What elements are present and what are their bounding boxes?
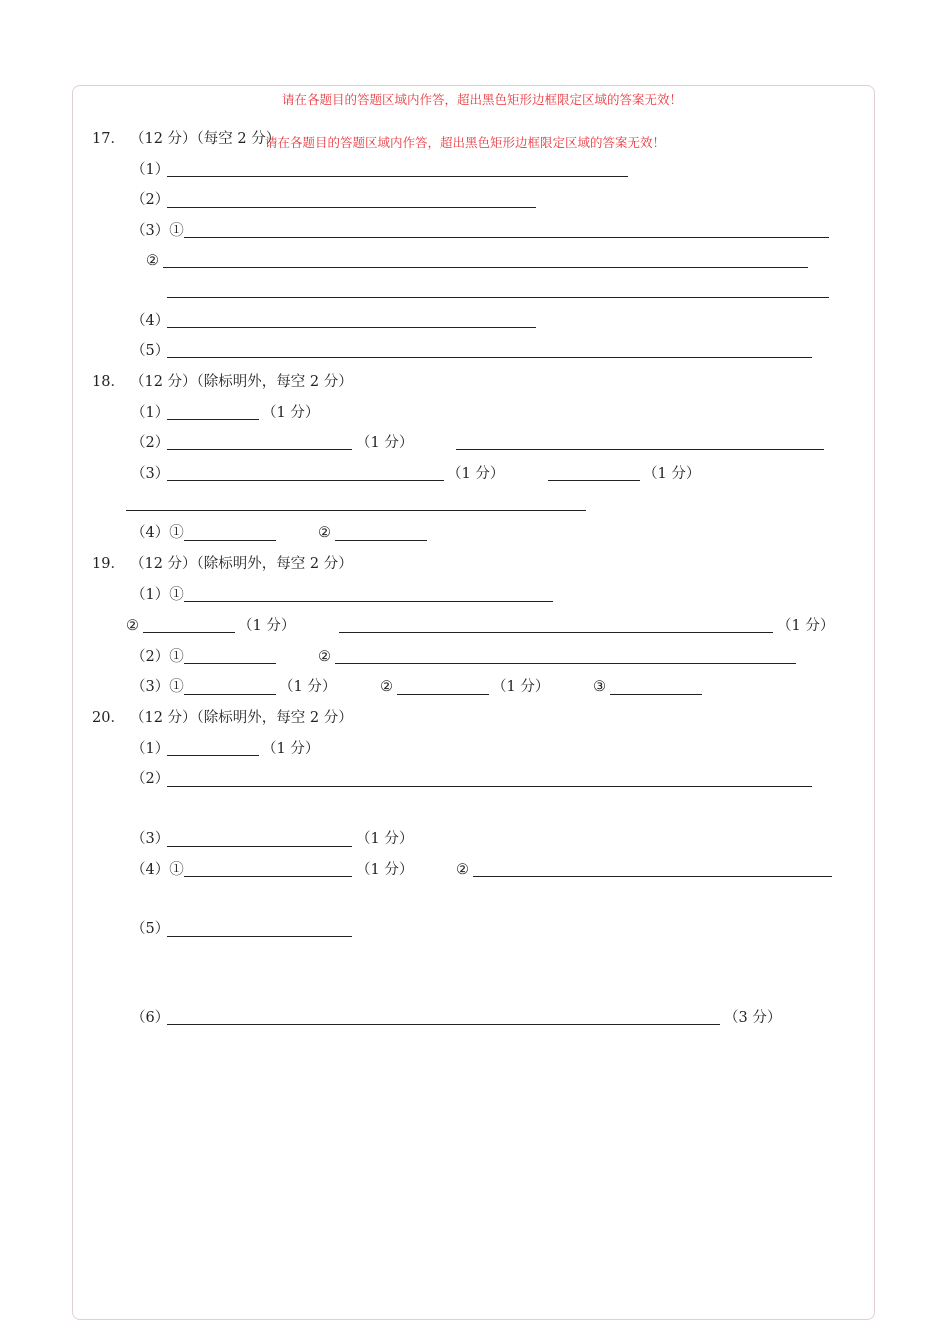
q18-part3-blank-3[interactable] (126, 510, 586, 511)
q20-part2-blank[interactable] (167, 786, 812, 787)
q18-part1-score: （1 分） (262, 405, 320, 421)
q20-part6-score: （3 分） (724, 1010, 782, 1026)
q20-part6-blank[interactable] (167, 1024, 720, 1025)
q17-header: （12 分）（每空 2 分） (130, 131, 281, 147)
q17-number: 17． (92, 131, 125, 147)
q18-part3-label: （3） (131, 466, 170, 482)
q19-part3-blank-2[interactable] (397, 694, 489, 695)
q18-part2-blank-1[interactable] (167, 449, 352, 450)
q19-part1-sub2-score: （1 分） (238, 618, 296, 634)
q19-part3-sub2-label: ② (380, 679, 393, 695)
q20-part5-blank[interactable] (167, 936, 352, 937)
q17-part5-blank[interactable] (167, 357, 812, 358)
q18-header: （12 分）（除标明外，每空 2 分） (130, 374, 353, 390)
q19-part1-blank-1[interactable] (184, 601, 553, 602)
q18-part3-score-1: （1 分） (447, 466, 505, 482)
q20-part1-blank[interactable] (167, 755, 259, 756)
q17-part1-blank[interactable] (167, 176, 628, 177)
q19-part3-blank-1[interactable] (184, 694, 276, 695)
q18-part2-blank-2[interactable] (456, 449, 824, 450)
q19-part3-score-2: （1 分） (492, 679, 550, 695)
q18-part3-blank-2[interactable] (548, 480, 640, 481)
q17-part4-blank[interactable] (167, 327, 536, 328)
q20-number: 20． (92, 710, 125, 726)
q18-part1-blank[interactable] (167, 419, 259, 420)
q19-number: 19． (92, 556, 125, 572)
q18-part4-label: （4）① (131, 525, 184, 541)
q17-part3-label: （3）① (131, 223, 184, 239)
q19-part1-label: （1）① (131, 587, 184, 603)
q20-part6-label: （6） (131, 1010, 170, 1026)
q18-part2-score: （1 分） (356, 435, 414, 451)
q17-part3-blank-2[interactable] (163, 267, 808, 268)
q19-part1-blank-2[interactable] (143, 632, 235, 633)
q20-part3-score: （1 分） (356, 831, 414, 847)
q19-part3-sub3-label: ③ (593, 679, 606, 695)
q18-part4-blank-1[interactable] (184, 540, 276, 541)
q20-part1-score: （1 分） (262, 741, 320, 757)
q19-part2-blank-1[interactable] (184, 663, 276, 664)
q19-part1-blank-3[interactable] (339, 632, 773, 633)
q19-part3-score-1: （1 分） (279, 679, 337, 695)
q18-part2-label: （2） (131, 435, 170, 451)
q17-part5-label: （5） (131, 343, 170, 359)
region-notice-overlap: 请在各题目的答题区域内作答，超出黑色矩形边框限定区域的答案无效！ (265, 135, 666, 150)
q17-part4-label: （4） (131, 313, 170, 329)
q17-part3-blank-1[interactable] (184, 237, 829, 238)
q20-part4-label: （4）① (131, 862, 184, 878)
q20-part2-label: （2） (131, 771, 170, 787)
q19-part2-sub2-label: ② (318, 649, 331, 665)
q19-part2-label: （2）① (131, 649, 184, 665)
q17-part3-blank-3[interactable] (167, 297, 829, 298)
q17-part1-label: （1） (131, 162, 170, 178)
q20-part3-blank[interactable] (167, 846, 352, 847)
q19-part3-label: （3）① (131, 679, 184, 695)
q18-part4-blank-2[interactable] (335, 540, 427, 541)
q18-part3-score-2: （1 分） (643, 466, 701, 482)
q19-part3-blank-3[interactable] (610, 694, 702, 695)
q18-part3-blank-1[interactable] (167, 480, 444, 481)
q17-part2-label: （2） (131, 192, 170, 208)
q18-part4-sub2-label: ② (318, 525, 331, 541)
q20-part4-sub2-label: ② (456, 862, 469, 878)
q19-part1-sub3-score: （1 分） (777, 618, 835, 634)
q20-part4-score: （1 分） (356, 862, 414, 878)
region-notice-top: 请在各题目的答题区域内作答，超出黑色矩形边框限定区域的答案无效！ (282, 92, 683, 107)
q19-part1-sub2-label: ② (126, 618, 139, 634)
q20-part4-blank-1[interactable] (184, 876, 352, 877)
q17-part2-blank[interactable] (167, 207, 536, 208)
q20-part1-label: （1） (131, 741, 170, 757)
answer-region-border (72, 85, 875, 1320)
q18-number: 18． (92, 374, 125, 390)
q19-header: （12 分）（除标明外，每空 2 分） (130, 556, 353, 572)
q20-part4-blank-2[interactable] (473, 876, 832, 877)
q18-part1-label: （1） (131, 405, 170, 421)
q20-header: （12 分）（除标明外，每空 2 分） (130, 710, 353, 726)
q17-part3-sub2-label: ② (146, 253, 159, 269)
q20-part5-label: （5） (131, 921, 170, 937)
q20-part3-label: （3） (131, 831, 170, 847)
q19-part2-blank-2[interactable] (335, 663, 796, 664)
